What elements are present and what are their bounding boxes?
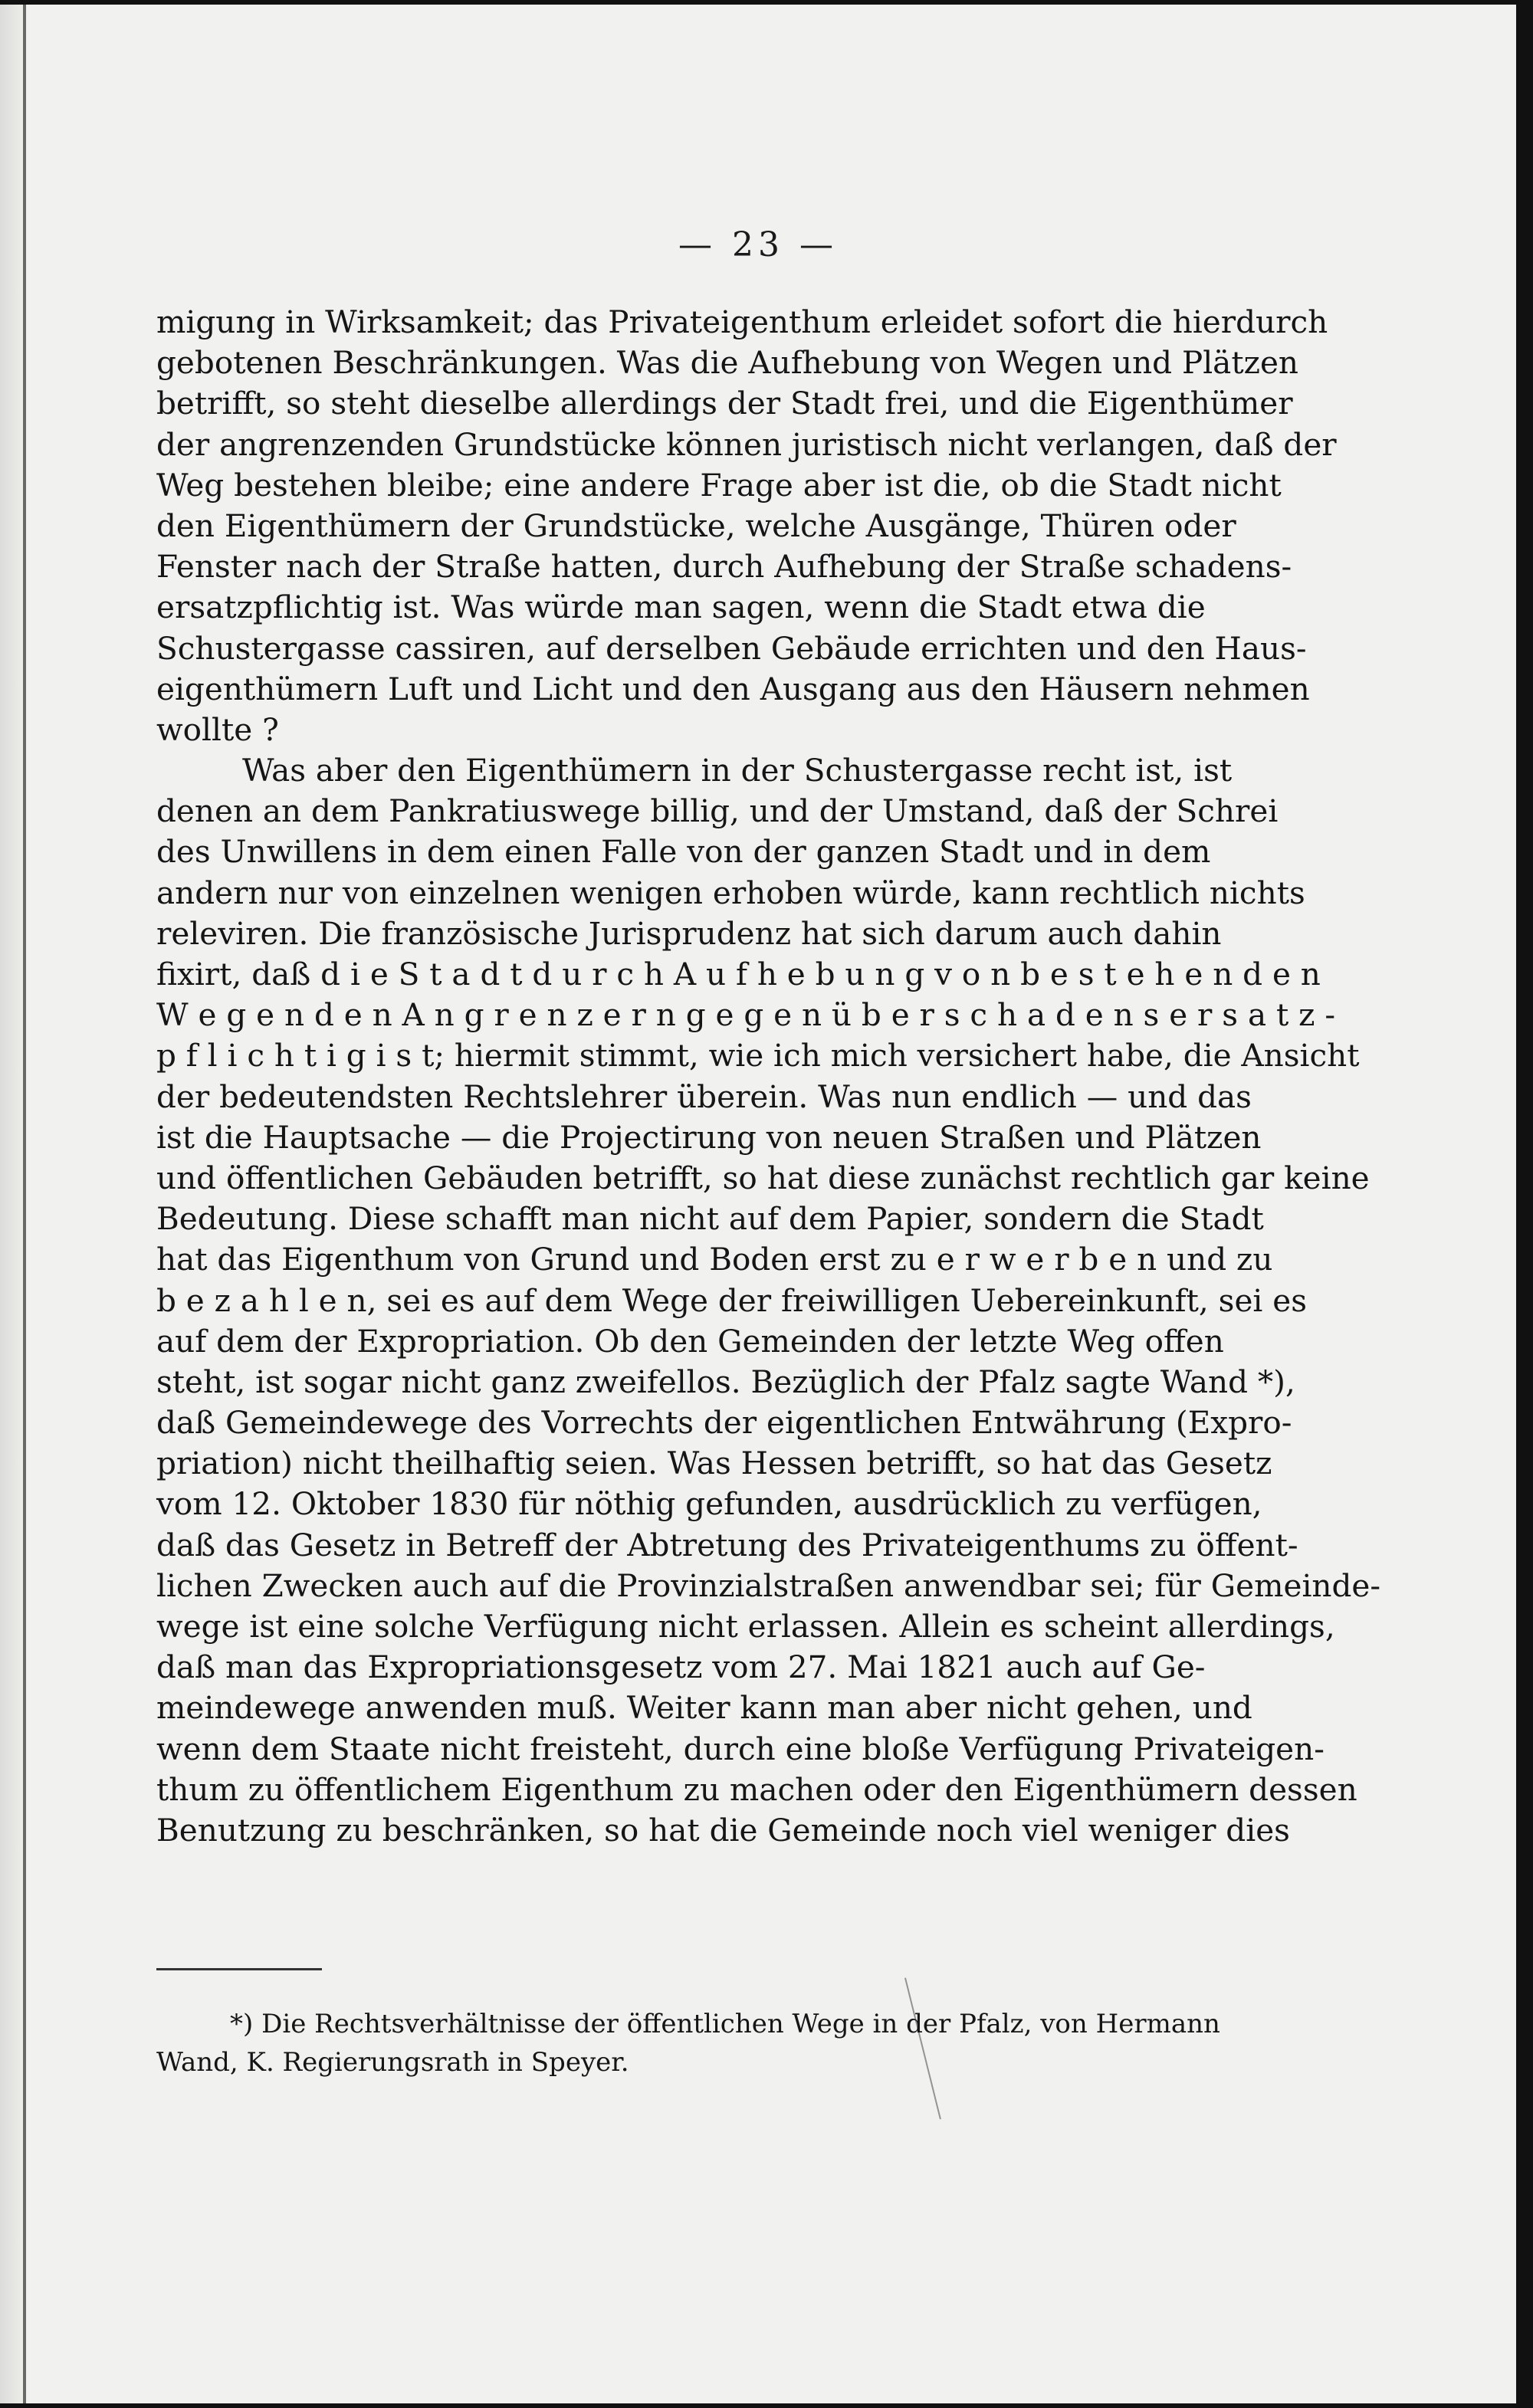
text-line: migung in Wirksamkeit; das Privateigenthum erleidet sofort die hierdurch [156,303,1328,340]
text-line: des Unwillens in dem einen Falle von der ganzen Stadt und in dem [156,833,1211,871]
text-line: releviren. Die französische Jurisprudenz hat sich darum auch dahin [156,914,1222,952]
text-line: eigenthümern Luft und Licht und den Ausgang aus den Häusern nehmen [156,670,1310,707]
text-line: steht, ist sogar nicht ganz zweifellos. Bezüglich der Pfalz sagte Wand *), [156,1363,1295,1400]
spine-shadow [0,5,23,2403]
text-line: gebotenen Beschränkungen. Was die Aufhebung von Wegen und Plätzen [156,344,1298,382]
footnote-line: Wand, K. Regierungsrath in Speyer. [156,2047,629,2078]
text-line: andern nur von einzelnen wenigen erhoben würde, kann rechtlich nichts [156,874,1305,911]
text-line: ist die Hauptsache — die Projectirung von neuen Straßen und Plätzen [156,1118,1262,1156]
text-line: ersatzpflichtig ist. Was würde man sagen, wenn die Stadt etwa die [156,589,1206,626]
book-page [0,5,1516,2403]
text-line: p f l i c h t i g i s t; hiermit stimmt, wie ich mich versichert habe, die Ansicht [156,1037,1360,1074]
text-line: Bedeutung. Diese schafft man nicht auf dem Papier, sondern die Stadt [156,1200,1264,1238]
text-line: Fenster nach der Straße hatten, durch Aufhebung der Straße schadens- [156,548,1292,586]
text-line: W e g e n d e n A n g r e n z e r n g e g e n ü b e r s c h a d e n s e r s a t z - [156,996,1336,1034]
text-line: der angrenzenden Grundstücke können juristisch nicht verlangen, daß der [156,425,1337,463]
text-line: der bedeutendsten Rechtslehrer überein. Was nun endlich — und das [156,1078,1252,1115]
text-line: daß man das Expropriationsgesetz vom 27. Mai 1821 auch auf Ge- [156,1649,1206,1686]
text-line: Schustergasse cassiren, auf derselben Gebäude errichten und den Haus- [156,629,1307,667]
text-line: und öffentlichen Gebäuden betrifft, so hat diese zunächst rechtlich gar keine [156,1159,1370,1196]
text-line: denen an dem Pankratiuswege billig, und der Umstand, daß der Schrei [156,792,1279,830]
text-line: vom 12. Oktober 1830 für nöthig gefunden, ausdrücklich zu verfügen, [156,1485,1262,1523]
text-line: betrifft, so steht dieselbe allerdings der Stadt frei, und die Eigenthümer [156,385,1293,422]
body-text [156,302,1381,1851]
text-line: fixirt, daß d i e S t a d t d u r c h A u f h e b u n g v o n b e s t e h e n d e n [156,956,1321,992]
text-line: den Eigenthümern der Grundstücke, welche Ausgänge, Thüren oder [156,507,1236,544]
text-line: wege ist eine solche Verfügung nicht erlassen. Allein es scheint allerdings, [156,1608,1335,1645]
text-line: daß Gemeindewege des Vorrechts der eigentlichen Entwährung (Expro- [156,1404,1292,1442]
footnote-line: *) Die Rechtsverhältnisse der öffentlichen Wege in der Pfalz, von Hermann [230,2009,1220,2039]
paragraph-start-line: Was aber den Eigenthümern in der Schustergasse recht ist, ist [242,752,1233,789]
page-number: — 23 — [678,225,838,264]
text-line: thum zu öffentlichem Eigenthum zu machen oder den Eigenthümern dessen [156,1770,1357,1808]
text-line: Weg bestehen bleibe; eine andere Frage aber ist die, ob die Stadt nicht [156,466,1282,504]
text-line: hat das Eigenthum von Grund und Boden erst zu e r w e r b e n und zu [156,1241,1273,1278]
footnote-divider [156,1968,322,1970]
text-line: priation) nicht theilhaftig seien. Was Hessen betrifft, so hat das Gesetz [156,1445,1272,1482]
text-line: auf dem der Expropriation. Ob den Gemeinden der letzte Weg offen [156,1322,1224,1360]
text-line: wollte ? [156,710,279,748]
text-line: Benutzung zu beschränken, so hat die Gemeinde noch viel weniger dies [156,1811,1290,1849]
text-line: meindewege anwenden muß. Weiter kann man aber nicht gehen, und [156,1689,1252,1727]
text-line: daß das Gesetz in Betreff der Abtretung des Privateigenthums zu öffent- [156,1526,1298,1563]
page-edge-line [23,5,26,2403]
text-line: lichen Zwecken auch auf die Provinzialstraßen anwendbar sei; für Gemeinde- [156,1567,1381,1604]
footnote [156,2005,1220,2082]
text-line: wenn dem Staate nicht freisteht, durch eine bloße Verfügung Privateigen- [156,1730,1325,1767]
text-line: b e z a h l e n, sei es auf dem Wege der freiwilligen Uebereinkunft, sei es [156,1281,1307,1319]
